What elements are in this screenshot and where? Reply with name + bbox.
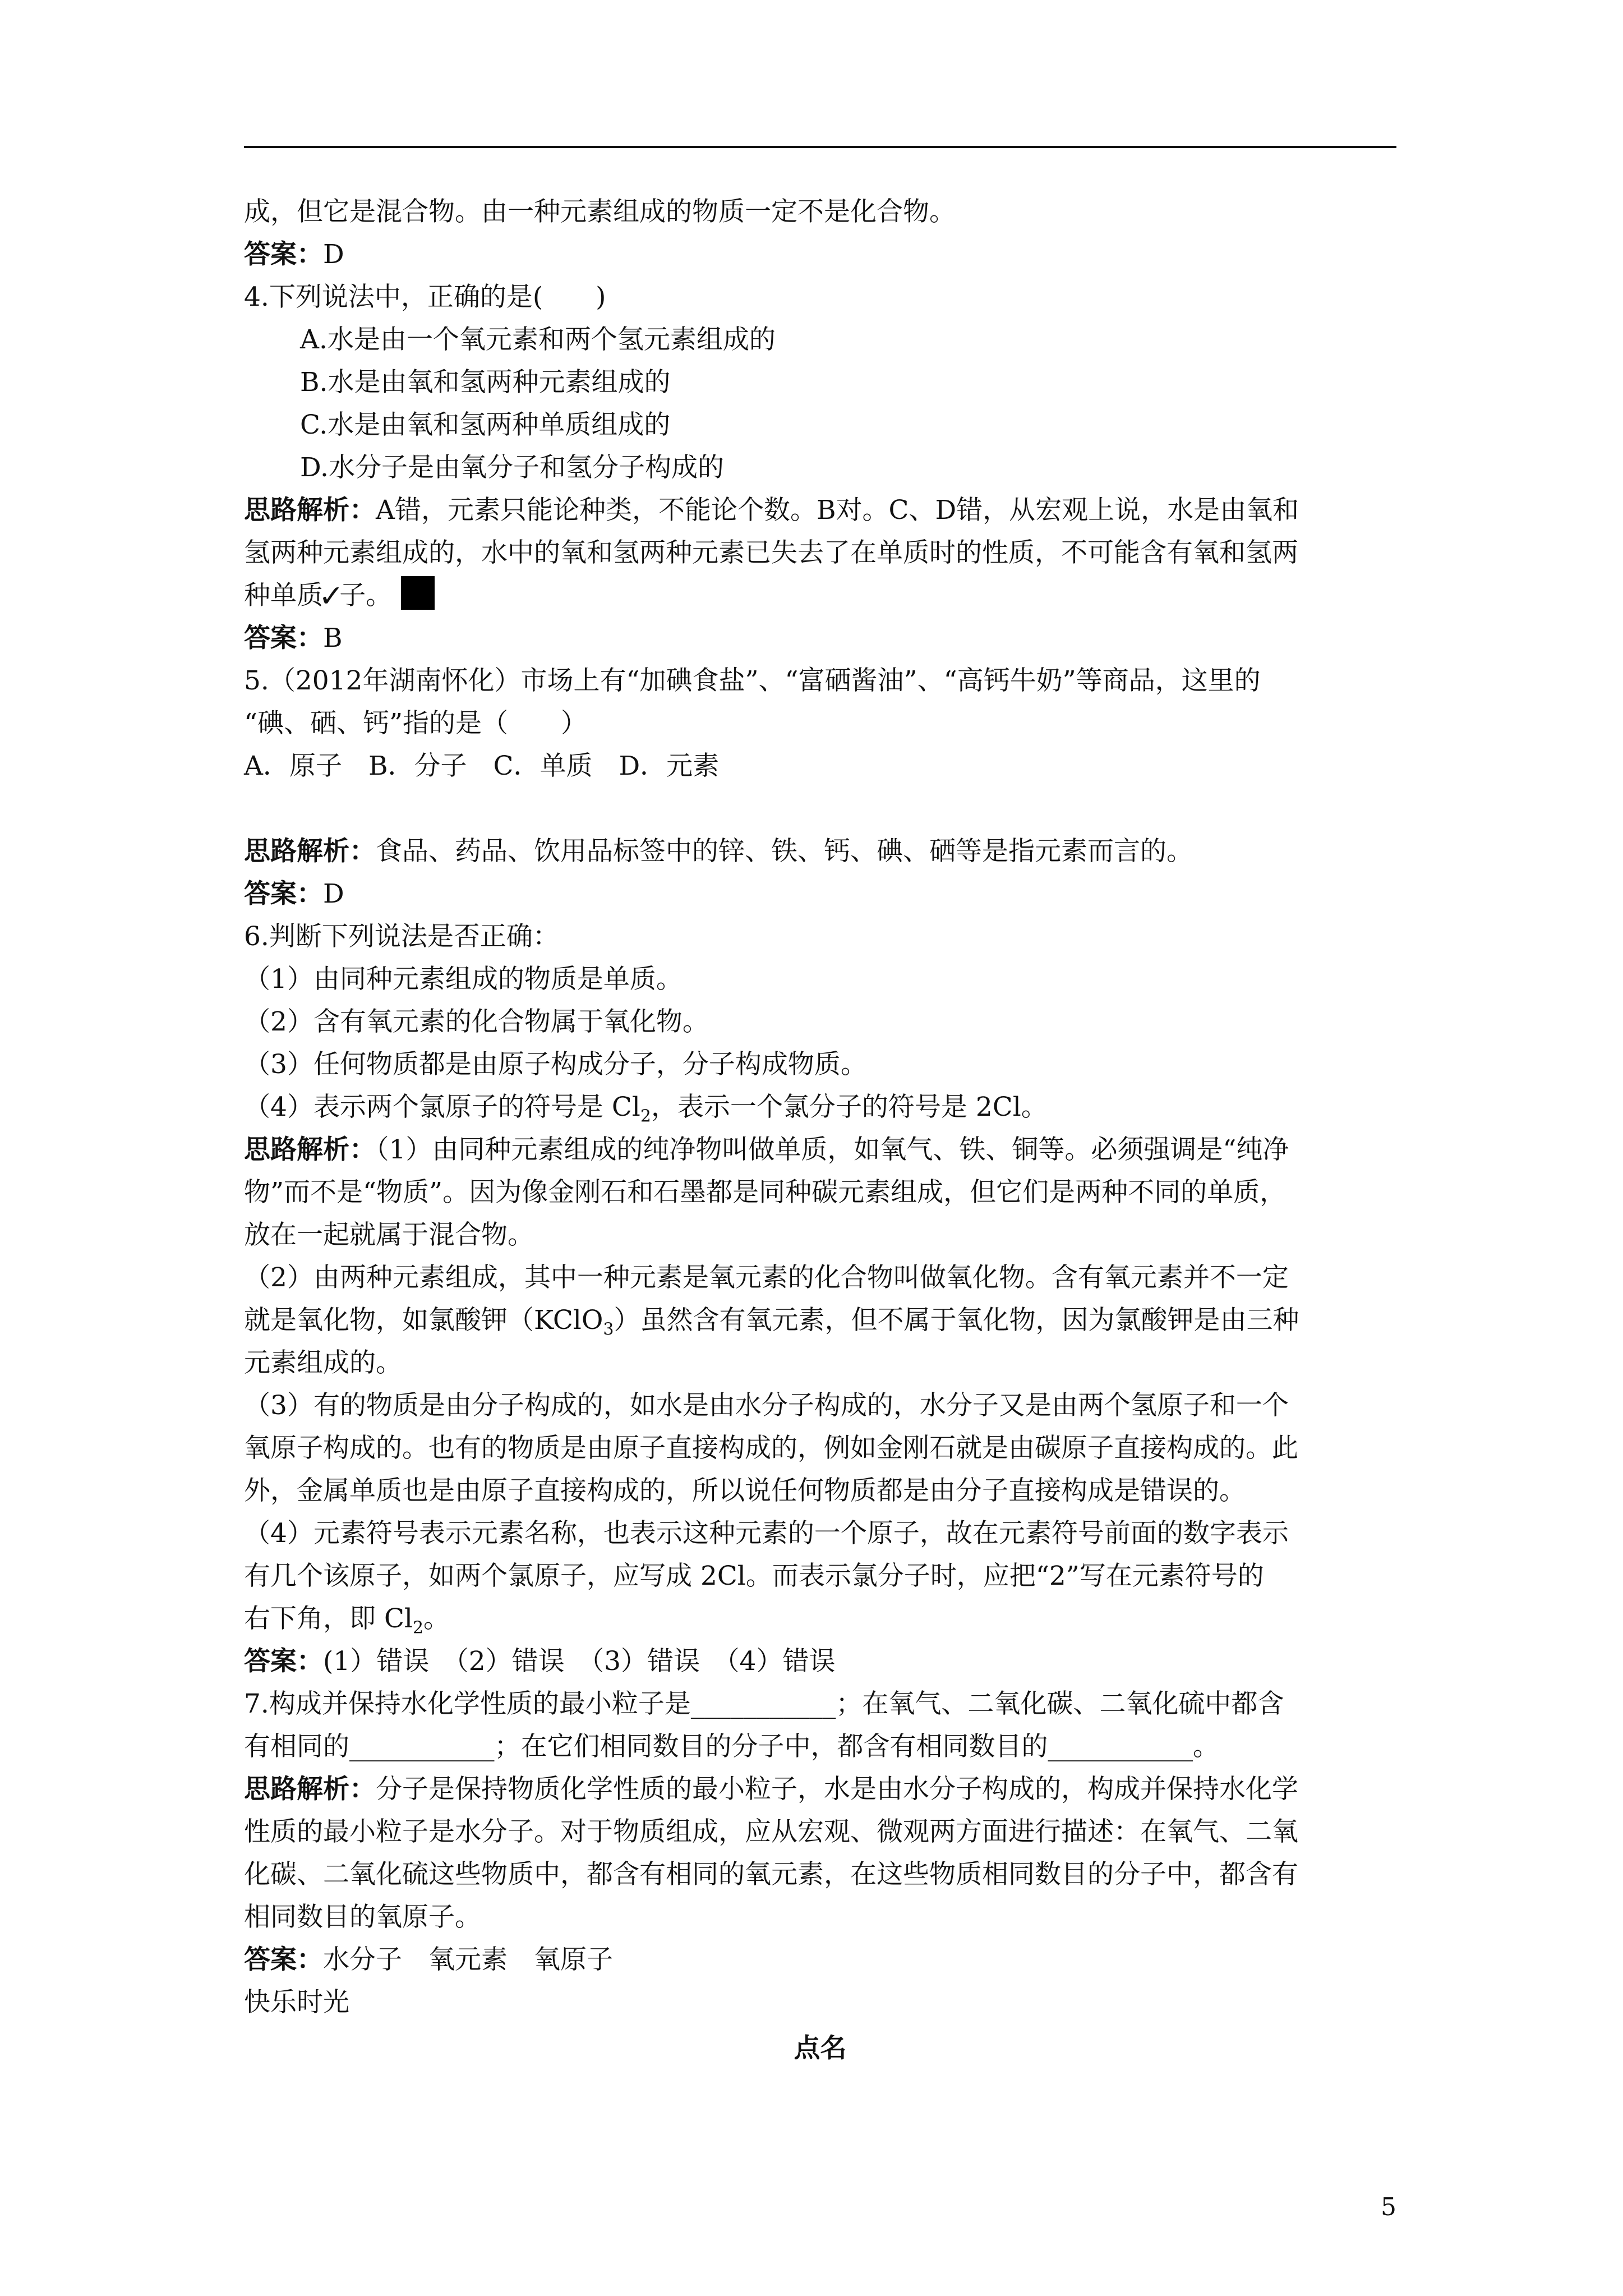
question-5-line-1: 5.（2012年湖南怀化）市场上有“加碘食盐”、“富硒酱油”、“高钙牛奶”等商品，这里的: [244, 665, 1261, 696]
explanation-6-2-line-3: 元素组成的。: [244, 1347, 402, 1378]
page-number: 5: [1381, 2193, 1396, 2221]
question-4-option-a: A.水是由一个氧元素和两个氢元素组成的: [300, 324, 776, 355]
answer-label: 答案：: [244, 1944, 323, 1975]
explanation-6-2-line-1: （2）由两种元素组成，其中一种元素是氧元素的化合物叫做氧化物。含有氧元素并不一定: [244, 1262, 1289, 1293]
subscript: 2: [412, 1618, 424, 1638]
explanation-label: 思路解析：: [244, 495, 376, 526]
answer-label: 答案：: [244, 239, 323, 270]
section-heading: 快乐时光: [244, 1987, 349, 2018]
question-5-line-2: “碘、硒、钙”指的是（ ）: [244, 708, 588, 739]
question-6-item-2: （2）含有氧元素的化合物属于氧化物。: [244, 1006, 709, 1037]
answer-line: [244, 873, 1399, 915]
answer-line: [244, 1939, 1399, 1981]
explanation-7-line-2: 性质的最小粒子是水分子。对于物质组成，应从宏观、微观两方面进行描述：在氧气、二氧: [244, 1816, 1298, 1847]
question-6-item-1: （1）由同种元素组成的物质是单质。: [244, 964, 683, 995]
explanation-4-line-1: [244, 489, 1399, 532]
text-segment: ）虽然含有氧元素，但不属于氧化物，因为氯酸钾是由三种: [614, 1305, 1299, 1336]
text-segment: 就是氧化物，如氯酸钾（KClO: [244, 1305, 603, 1336]
answer-line: [244, 617, 1399, 660]
answer-value: D: [323, 239, 344, 270]
explanation-7-line-4: 相同数目的氧原子。: [244, 1902, 481, 1932]
question-4-option-d: D.水分子是由氧分子和氢分子构成的: [300, 452, 724, 483]
explanation-label: 思路解析：: [244, 1774, 376, 1805]
explanation-6-1-line-1: [244, 1129, 1399, 1171]
explanation-text: 食品、药品、饮用品标签中的锌、铁、钙、碘、硒等是指元素而言的。: [376, 836, 1193, 867]
explanation-6-3-line-1: （3）有的物质是由分子构成的，如水是由水分子构成的，水分子又是由两个氢原子和一个: [244, 1390, 1289, 1421]
checkmark-icon: ✓: [319, 578, 344, 614]
answer-line: [244, 233, 1399, 276]
answer-value: (1）错误 （2）错误 （3）错误 （4）错误: [323, 1646, 836, 1677]
question-4-option-b: B.水是由氧和氢两种元素组成的: [300, 367, 671, 398]
text-segment: 。: [423, 1603, 450, 1634]
question-6-item-4: [244, 1086, 1399, 1129]
explanation-6-1-line-3: 放在一起就属于混合物。: [244, 1220, 534, 1250]
page-content: [244, 191, 1399, 2070]
explanation-6-3-line-2: 氧原子构成的。也有的物质是由原子直接构成的，例如金刚石就是由碳原子直接构成的。此: [244, 1433, 1298, 1464]
explanation-6-1-line-2: 物”而不是“物质”。因为像金刚石和石墨都是同种碳元素组成，但它们是两种不同的单质，: [244, 1177, 1287, 1208]
story-title: 点名: [794, 2033, 847, 2064]
question-6: 6.判断下列说法是否正确：: [244, 921, 559, 952]
explanation-6-4-line-3: [244, 1598, 1399, 1640]
subscript: 3: [603, 1319, 614, 1340]
answer-label: 答案：: [244, 623, 323, 654]
explanation-text: 子。: [339, 580, 393, 611]
text-segment: 右下角，即 Cl: [244, 1603, 413, 1634]
text-segment: ，表示一个氯分子的符号是 2Cl。: [651, 1092, 1048, 1122]
spacer: [244, 788, 1399, 830]
explanation-4-line-3: [244, 574, 1399, 617]
explanation-text: （1）由同种元素组成的纯净物叫做单质，如氧气、铁、铜等。必须强调是“纯净: [376, 1134, 1289, 1165]
question-4-option-c: C.水是由氧和氢两种单质组成的: [300, 409, 671, 440]
question-4: 4.下列说法中，正确的是( ): [244, 282, 606, 312]
text-segment: （4）表示两个氯原子的符号是 Cl: [244, 1092, 640, 1122]
explanation-label: 思路解析：: [244, 1134, 376, 1165]
question-5-options: A．原子 B．分子 C．单质 D．元素: [244, 751, 720, 781]
explanation-7-line-3: 化碳、二氧化硫这些物质中，都含有相同的氧元素，在这些物质相同数目的分子中，都含有: [244, 1859, 1298, 1890]
explanation-6-2-line-2: [244, 1299, 1399, 1342]
answer-value: 水分子 氧元素 氧原子: [323, 1944, 613, 1975]
explanation-6-3-line-3: 外，金属单质也是由原子直接构成的，所以说任何物质都是由分子直接构成是错误的。: [244, 1475, 1246, 1506]
text-line: 成，但它是混合物。由一种元素组成的物质一定不是化合物。: [244, 196, 956, 227]
black-square-mark: [401, 576, 435, 610]
answer-value: B: [323, 623, 343, 654]
answer-line: [244, 1640, 1399, 1683]
explanation-6-4-line-1: （4）元素符号表示元素名称，也表示这种元素的一个原子，故在元素符号前面的数字表示: [244, 1518, 1289, 1549]
question-7-line-2: 有相同的___________；在它们相同数目的分子中，都含有相同数目的___________。: [244, 1731, 1219, 1762]
question-6-item-3: （3）任何物质都是由原子构成分子，分子构成物质。: [244, 1049, 867, 1080]
explanation-4-line-2: 氢两种元素组成的，水中的氧和氢两种元素已失去了在单质时的性质，不可能含有氧和氢两: [244, 537, 1298, 568]
explanation-6-4-line-2: 有几个该原子，如两个氯原子，应写成 2Cl。而表示氯分子时，应把“2”写在元素符号的: [244, 1561, 1264, 1591]
explanation-5: [244, 830, 1399, 873]
answer-value: D: [323, 878, 344, 909]
subscript: 2: [640, 1106, 651, 1126]
explanation-text: 种单质: [244, 580, 323, 611]
explanation-7-line-1: [244, 1768, 1399, 1811]
explanation-text: 分子是保持物质化学性质的最小粒子，水是由水分子构成的，构成并保持水化学: [376, 1774, 1298, 1805]
header-rule: [244, 146, 1396, 148]
question-7-line-1: 7.构成并保持水化学性质的最小粒子是___________；在氧气、二氧化碳、二氧化硫中都含: [244, 1688, 1284, 1719]
answer-label: 答案：: [244, 1646, 323, 1677]
explanation-label: 思路解析：: [244, 836, 376, 867]
explanation-text: A错，元素只能论种类，不能论个数。B对。C、D错，从宏观上说，水是由氧和: [376, 495, 1299, 526]
answer-label: 答案：: [244, 878, 323, 909]
